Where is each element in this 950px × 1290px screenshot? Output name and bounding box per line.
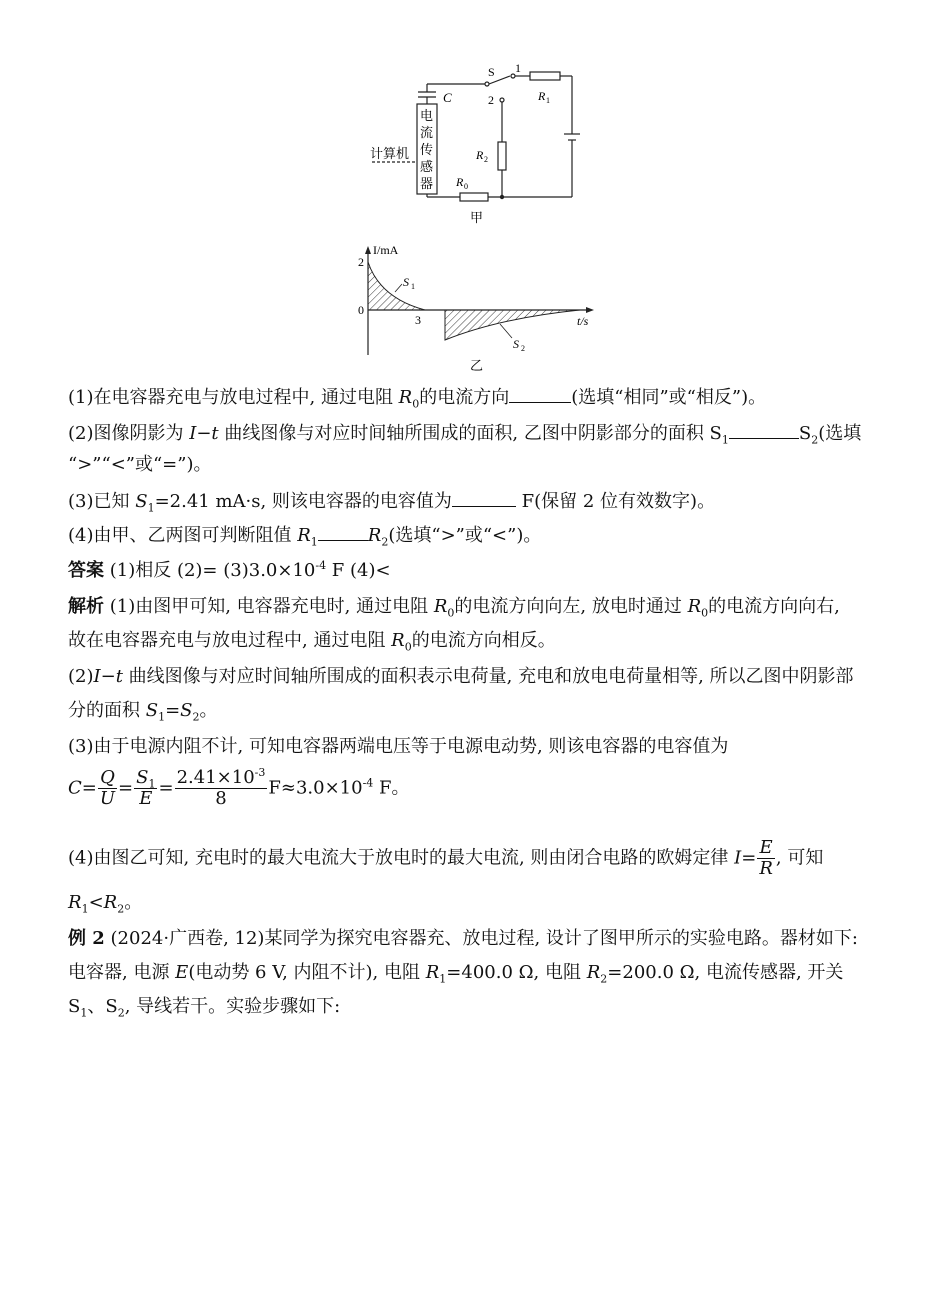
r1-sub: 1 xyxy=(546,96,550,105)
sensor-char-3: 传 xyxy=(420,142,434,157)
sensor-char-5: 器 xyxy=(420,176,434,191)
answer-blank-2 xyxy=(729,420,799,439)
graph-x3: 3 xyxy=(415,313,421,327)
graph-y2: 2 xyxy=(358,255,364,269)
s2-label: S xyxy=(513,337,519,351)
example-line-2: 电容器, 电源 E(电动势 6 V, 内阻不计), 电阻 $R_1=400.0$ Ω, 电阻 $R_2=200.0$ Ω, 电流传感器, 开关 xyxy=(68,962,844,986)
s2-area xyxy=(445,310,580,340)
capacitor-label: C xyxy=(443,90,452,105)
computer-label: 计算机 xyxy=(370,146,410,161)
r0-label: R xyxy=(456,175,464,189)
answer-blank-3 xyxy=(452,488,516,507)
r1-label: R xyxy=(538,89,546,103)
graph-ylabel: I/mA xyxy=(373,243,399,257)
pos2-label: 2 xyxy=(488,93,494,107)
circuit-caption: 甲 xyxy=(470,210,484,225)
question-3: (3)已知 $S_1=2.41$ mA·s, 则该电容器的电容值为 F(保留 2 位有效数字)。 xyxy=(68,488,715,515)
pos1-label: 1 xyxy=(515,62,521,75)
analysis-line-1: 解析 (1)由图甲可知, 电容器充电时, 通过电阻 $R_0$的电流方向向左, 放电时通过 $R_0$的电流方向向右, xyxy=(68,596,840,620)
graph-xlabel: t/s xyxy=(577,314,589,328)
r2-sub: 2 xyxy=(484,155,488,164)
question-2-cont: “>”“<”或“=”)。 xyxy=(68,454,212,475)
analysis-line-8: $R_1<R_2$。 xyxy=(68,892,143,916)
analysis-line-7: (4)由图乙可知, 充电时的最大电流大于放电时的最大电流, 则由闭合电路的欧姆定律 I= $\frac{E}{R}$ , 可知 xyxy=(68,837,824,879)
graph-y0: 0 xyxy=(358,303,364,317)
sensor-char-2: 流 xyxy=(420,125,434,140)
analysis-line-5: (3)由于电源内阻不计, 可知电容器两端电压等于电源电动势, 则该电容器的电容值为 xyxy=(68,736,729,757)
sensor-char-4: 感 xyxy=(420,159,434,174)
example-line-3: $S_1$、$S_2$, 导线若干。实验步骤如下: xyxy=(68,996,341,1020)
analysis-line-3: (2)I−t 曲线图像与对应时间轴所围成的面积表示电荷量, 充电和放电电荷量相等, 所以乙图中阴影部 xyxy=(68,666,854,687)
circuit-diagram xyxy=(360,62,600,232)
s1-label: S xyxy=(403,275,409,289)
capacitance-formula: C= $\frac{Q}{U}$ = $\frac{S_1}{E}$ = $\frac{2.41\times 10^{-3}}{8}$ $F\approx 3.0\times 10^{-4}$ F。 xyxy=(68,766,410,809)
analysis-line-2: 故在电容器充电与放电过程中, 通过电阻 $R_0$的电流方向相反。 xyxy=(68,630,556,654)
s2-sub: 2 xyxy=(521,344,525,353)
analysis-line-4: 分的面积 $S_1=S_2$。 xyxy=(68,700,218,724)
sensor-char-1: 电 xyxy=(420,108,434,123)
question-2: (2)图像阴影为 I−t 曲线图像与对应时间轴所围成的面积, 乙图中阴影部分的面积 $S_1$ $S_2$(选填 xyxy=(68,420,861,447)
question-4: (4)由甲、乙两图可判断阻值 $R_1$ $R_2$(选填“>”或“<”)。 xyxy=(68,522,541,549)
answer-line: 答案 (1)相反 $(2)= (3)3.0\times 10^{-4}$ F (4)< xyxy=(68,559,391,581)
s1-area xyxy=(368,262,425,310)
switch-label: S xyxy=(488,65,495,79)
graph-caption: 乙 xyxy=(470,358,484,373)
question-1: (1)在电容器充电与放电过程中, 通过电阻 $R_0$的电流方向 (选填“相同”或“相反”)。 xyxy=(68,384,766,411)
current-time-graph xyxy=(340,240,610,375)
s1-sub: 1 xyxy=(411,282,415,291)
answer-blank-1 xyxy=(509,384,571,403)
r0-sub: 0 xyxy=(464,182,468,191)
example-line-1: 例 2 (2024·广西卷, 12)某同学为探究电容器充、放电过程, 设计了图甲所示的实验电路。器材如下: xyxy=(68,928,858,949)
answer-blank-4 xyxy=(318,522,368,541)
r2-label: R xyxy=(476,148,484,162)
